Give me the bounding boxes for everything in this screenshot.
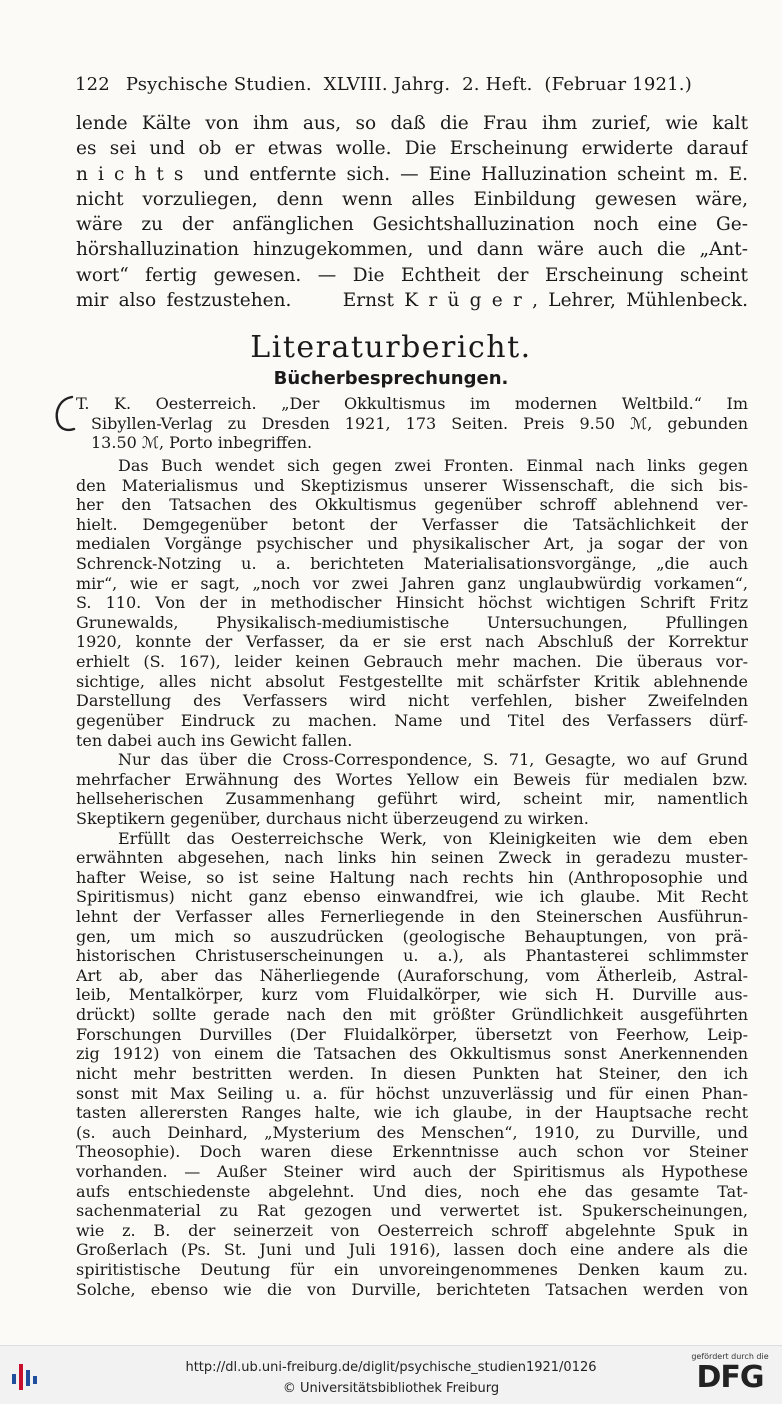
text-line: Art ab, aber das Näherliegende (Auraforschung, vom Ätherleib, Astral- [76, 965, 748, 985]
text-line: Spiritismus) nicht ganz ebenso einwandfrei, wie ich glaube. Mit Recht [76, 887, 748, 907]
text-line: aufs entschiedenste abgelehnt. Und dies, noch ehe das gesamte Tat- [76, 1181, 748, 1201]
dfg-funding-text: gefördert durch die [691, 1352, 769, 1361]
dfg-logo [690, 1352, 770, 1400]
text-line: Nur das über die Cross-Correspondence, S. 71, Gesagte, wo auf Grund [118, 750, 748, 770]
text-line: Erfüllt das Oesterreichsche Werk, von Kleinigkeiten wie dem eben [118, 828, 748, 848]
text-line: Skeptikern gegenüber, durchaus nicht überzeugend zu wirken. [76, 808, 589, 828]
text-line: ten dabei auch ins Gewicht fallen. [76, 730, 353, 750]
text-line: wort“ fertig gewesen. — Die Echtheit der Erscheinung scheint [76, 264, 748, 286]
text-line: sonst mit Max Seiling u. a. für höchst unzuverlässig und für einen Phan- [76, 1083, 748, 1103]
text-line: zig 1912) von einem die Tatsachen des Okkultismus sonst Anerkennenden [76, 1044, 748, 1064]
text-line: lende Kälte von ihm aus, so daß die Frau ihm zurief, wie kalt [76, 113, 748, 134]
text-line: sachenmaterial zu Rat gezogen und verwertet ist. Spukerscheinungen, [76, 1201, 748, 1221]
text-line: sichtige, alles nicht absolut Festgestellte mit schärfster Kritik ablehnende [76, 671, 748, 691]
text-line: medialen Vorgänge psychischer und physikalischer Art, ja sogar der von [76, 534, 748, 554]
text-line: tasten allerersten Ranges halte, wie ich glaube, in der Hauptsache recht [76, 1103, 748, 1123]
section-subtitle: Bücherbesprechungen. [273, 368, 509, 389]
text-line: nicht vorzuliegen, denn wenn alles Einbildung gewesen wäre, [76, 188, 748, 210]
text-line: den Materialismus und Skeptizismus unserer Wissenschaft, die sich bis- [76, 475, 748, 495]
text-line: Grunewalds, Physikalisch-mediumistische Untersuchungen, Pfullingen [76, 612, 748, 632]
text-line: gen, um mich so auszudrücken (geologische Behauptungen, von prä- [76, 926, 748, 946]
text-line: (s. auch Deinhard, „Mysterium des Menschen“, 1910, zu Durville, und [76, 1122, 748, 1142]
text-line: wie z. B. der seinerzeit von Oesterreich schroff abgelehnte Spuk in [76, 1220, 748, 1240]
text-line: T. K. Oesterreich. „Der Okkultismus im modernen Weltbild.“ Im [76, 394, 748, 413]
handwritten-bracket-mark [52, 393, 76, 433]
source-url-link[interactable]: http://dl.ub.uni-freiburg.de/diglit/psychische_studien1921/0126 [185, 1360, 597, 1375]
text-line: erwähnten abgesehen, nach links hin seinen Zweck in geradezu muster- [76, 848, 748, 868]
text-line: erhielt (S. 167), leider keinen Gebrauch mehr machen. Die überaus vor- [76, 652, 748, 672]
text-line: nicht mehr bestritten werden. In diesen Punkten hat Steiner, den ich [76, 1063, 748, 1083]
text-line: Theosophie). Doch waren diese Erkenntnisse auch schon vor Steiner [76, 1142, 748, 1162]
dfg-logo-text: DFG [696, 1360, 764, 1395]
text-line: 1920, konnte der Verfasser, da er sie erst nach Abschluß der Korrektur [76, 632, 748, 652]
text-line: gegenüber Eindruck zu machen. Name und Titel des Verfassers dürf- [76, 710, 748, 730]
copyright-notice: © Universitätsbibliothek Freiburg [282, 1381, 500, 1396]
text-line: mehrfacher Erwähnung des Wortes Yellow ein Beweis für medialen bzw. [76, 769, 748, 789]
text-line: her den Tatsachen des Okkultismus gegenüber schroff ablehnend ver- [76, 495, 748, 515]
text-line: Das Buch wendet sich gegen zwei Fronten. Einmal nach links gegen [118, 456, 748, 475]
text-line: hielt. Demgegenüber betont der Verfasser die Tatsächlichkeit der [76, 514, 748, 534]
section-title: Literaturbericht. [250, 330, 532, 365]
text-line: vorhanden. — Außer Steiner wird auch der Spiritismus als Hypothese [76, 1161, 748, 1181]
text-line: Darstellung des Verfassers wird nicht verfehlen, bisher Zweifelnden [76, 691, 748, 711]
text-line: drückt) sollte gerade nach den mit größter Gründlichkeit ausgeführten [76, 1005, 748, 1025]
page-header [75, 74, 705, 95]
text-line: Sibyllen-Verlag zu Dresden 1921, 173 Seiten. Preis 9.50 ℳ, gebunden [91, 413, 748, 433]
text-line: lehnt der Verfasser alles Fernerliegende in den Steinerschen Ausführun- [76, 907, 748, 927]
text-line: 13.50 ℳ, Porto inbegriffen. [91, 433, 313, 453]
running-title: Psychische Studien. XLVIII. Jahrg. 2. Heft. (Februar 1921.) [125, 74, 692, 95]
text-line: Forschungen Durvilles (Der Fluidalkörper, übersetzt von Feerhow, Leip- [76, 1024, 748, 1044]
text-line: mir also festzustehen. Ernst K r ü g e r , Lehrer, Mühlenbeck. [76, 290, 748, 312]
text-line: mir“, wie er sagt, „noch vor zwei Jahren ganz unglaubwürdig vorkamen“, [76, 573, 748, 593]
text-line: hörshalluzination hinzugekommen, und dann wäre auch die „Ant- [76, 239, 748, 261]
text-line: hellseherischen Zusammenhang geführt wird, scheint mir, namentlich [76, 789, 748, 809]
text-line: Schrenck-Notzing u. a. berichteten Materialisationsvorgänge, „die auch [76, 554, 748, 574]
bibliography-entry [76, 394, 748, 453]
text-line: es sei und ob er etwas wolle. Die Erscheinung erwiderte darauf [76, 138, 748, 160]
text-line: hafter Weise, so ist seine Haltung nach rechts hin (Anthroposophie und [76, 867, 748, 887]
text-line: leib, Mentalkörper, kurz vom Fluidalkörper, wie sich H. Durville aus- [76, 985, 748, 1005]
text-line: n i c h t s und entfernte sich. — Eine Halluzination scheint m. E. [76, 163, 748, 185]
intro-paragraph [76, 111, 748, 313]
text-line: spiritistische Deutung für ein unvoreingenommenes Denken kaum zu. [76, 1259, 748, 1279]
text-line: Großerlach (Ps. St. Juni und Juli 1916), lassen doch eine andere als die [76, 1240, 748, 1260]
text-line: historischen Christuserscheinungen u. a.), als Phantasterei schlimmster [76, 946, 748, 966]
text-line: wäre zu der anfänglichen Gesichtshalluzination noch eine Ge- [76, 214, 748, 236]
page-number: 122 [75, 74, 110, 95]
text-line: Solche, ebenso wie die von Durville, berichteten Tatsachen werden von [76, 1279, 748, 1299]
viewer-footer [0, 1345, 782, 1404]
review-body [76, 456, 748, 1299]
text-line: S. 110. Von der in methodischer Hinsicht höchst wichtigen Schrift Fritz [76, 593, 748, 613]
